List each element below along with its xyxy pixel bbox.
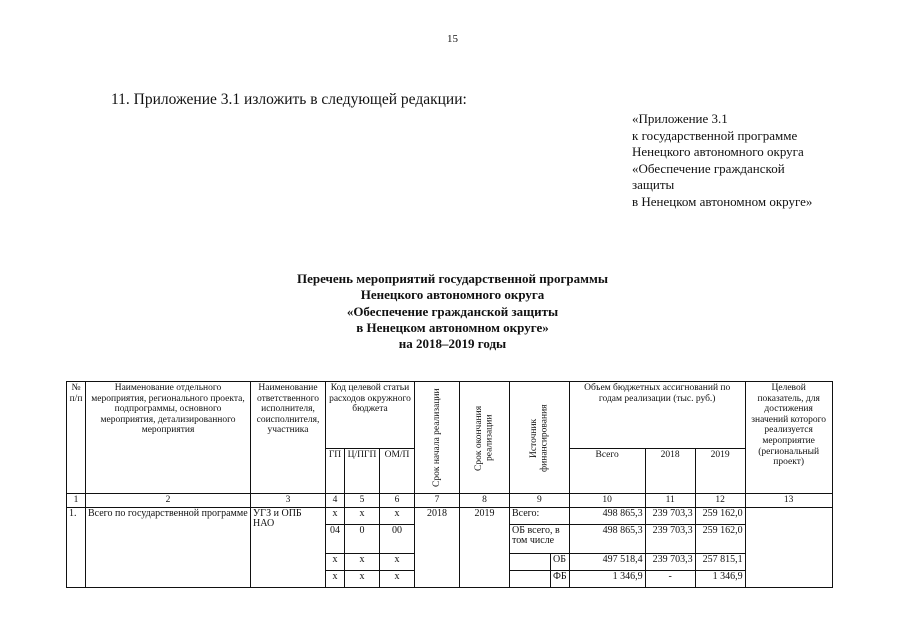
row-name: Всего по государственной программе — [86, 507, 251, 587]
cell-omp: х — [380, 507, 415, 524]
cell-sub-source: ОБ — [551, 553, 570, 570]
title-line: Перечень мероприятий государственной программы — [296, 271, 609, 286]
cell-omp: 00 — [380, 524, 415, 553]
cell-source: ОБ всего, в том числе — [510, 524, 570, 553]
col-number: 5 — [345, 494, 380, 508]
col-number: 10 — [569, 494, 645, 508]
header-start-cell — [415, 382, 460, 494]
cell-total: 497 518,4 — [569, 553, 645, 570]
cell-source — [510, 570, 551, 587]
cell-cpgp: х — [345, 553, 380, 570]
page-number: 15 — [447, 33, 458, 45]
col-number: 13 — [745, 494, 832, 508]
cell-sub-source: ФБ — [551, 570, 570, 587]
header-2019: 2019 — [695, 449, 745, 494]
appendix-header-line: «Приложение 3.1 — [632, 111, 728, 126]
cell-gp: х — [326, 507, 345, 524]
appendix-header-line: защиты — [632, 177, 675, 193]
col-number: 2 — [86, 494, 251, 508]
header-num: № п/п — [67, 382, 86, 494]
col-number: 9 — [510, 494, 570, 508]
row-num: 1. — [67, 507, 86, 587]
title-line: на 2018–2019 годы — [398, 336, 507, 352]
col-number: 8 — [460, 494, 510, 508]
instruction-text: 11. Приложение 3.1 изложить в следующей редакции: — [111, 91, 467, 108]
col-number: 3 — [251, 494, 326, 508]
appendix-header-line: к государственной программе — [632, 127, 798, 143]
header-2018: 2018 — [645, 449, 695, 494]
col-number: 4 — [326, 494, 345, 508]
cell-gp: х — [326, 553, 345, 570]
header-end: Срок окончания реализации — [473, 404, 495, 471]
title-line: «Обеспечение гражданской защиты — [346, 303, 559, 319]
cell-2018: - — [645, 570, 695, 587]
cell-2019: 259 162,0 — [695, 524, 745, 553]
appendix-header — [632, 111, 812, 211]
title-line: в Ненецком автономном округе» — [356, 319, 549, 335]
measures-table — [66, 381, 833, 588]
row-executor: УГЗ и ОПБ НАО — [251, 507, 326, 587]
title-line: Ненецкого автономного округа — [360, 287, 545, 303]
cell-2018: 239 703,3 — [645, 553, 695, 570]
header-total: Всего — [569, 449, 645, 494]
col-number: 11 — [645, 494, 695, 508]
row-start: 2018 — [415, 507, 460, 587]
cell-omp: х — [380, 553, 415, 570]
header-code-cpgp: Ц/ПГП — [345, 449, 380, 494]
header-volume: Объем бюджетных ассигнований по годам реализации (тыс. руб.) — [569, 382, 745, 449]
cell-2019: 259 162,0 — [695, 507, 745, 524]
appendix-header-line: «Обеспечение гражданской — [632, 160, 785, 176]
header-code-omp: ОМ/П — [380, 449, 415, 494]
cell-2019: 257 815,1 — [695, 553, 745, 570]
cell-total: 1 346,9 — [569, 570, 645, 587]
cell-2018: 239 703,3 — [645, 507, 695, 524]
header-source: Источник финансирования — [528, 403, 550, 472]
cell-cpgp: х — [345, 570, 380, 587]
appendix-header-line: в Ненецком автономном округе» — [632, 193, 813, 209]
document-title — [0, 271, 905, 352]
header-start: Срок начала реализации — [431, 388, 442, 487]
col-number: 7 — [415, 494, 460, 508]
header-end-cell — [460, 382, 510, 494]
appendix-header-line: Ненецкого автономного округа — [632, 144, 804, 160]
cell-total: 498 865,3 — [569, 507, 645, 524]
cell-gp: 04 — [326, 524, 345, 553]
cell-source — [510, 553, 551, 570]
header-code-gp: ГП — [326, 449, 345, 494]
cell-cpgp: 0 — [345, 524, 380, 553]
cell-cpgp: х — [345, 507, 380, 524]
cell-omp: х — [380, 570, 415, 587]
col-number: 6 — [380, 494, 415, 508]
header-executor: Наименование ответственного исполнителя, соисполнителя, участника — [251, 382, 326, 494]
row-target — [745, 507, 832, 587]
col-number: 1 — [67, 494, 86, 508]
cell-total: 498 865,3 — [569, 524, 645, 553]
cell-2018: 239 703,3 — [645, 524, 695, 553]
cell-2019: 1 346,9 — [695, 570, 745, 587]
col-number: 12 — [695, 494, 745, 508]
header-source-cell — [510, 382, 570, 494]
header-budget-code: Код целевой статьи расходов окружного бюджета — [326, 382, 415, 449]
row-end: 2019 — [460, 507, 510, 587]
header-target: Целевой показатель, для достижения значений которого реализуется мероприятие (региональный проект) — [745, 382, 832, 494]
cell-source: Всего: — [510, 507, 570, 524]
cell-gp: х — [326, 570, 345, 587]
header-name: Наименование отдельного мероприятия, регионального проекта, подпрограммы, основного мероприятия, детализированного мероприятия — [86, 382, 251, 494]
